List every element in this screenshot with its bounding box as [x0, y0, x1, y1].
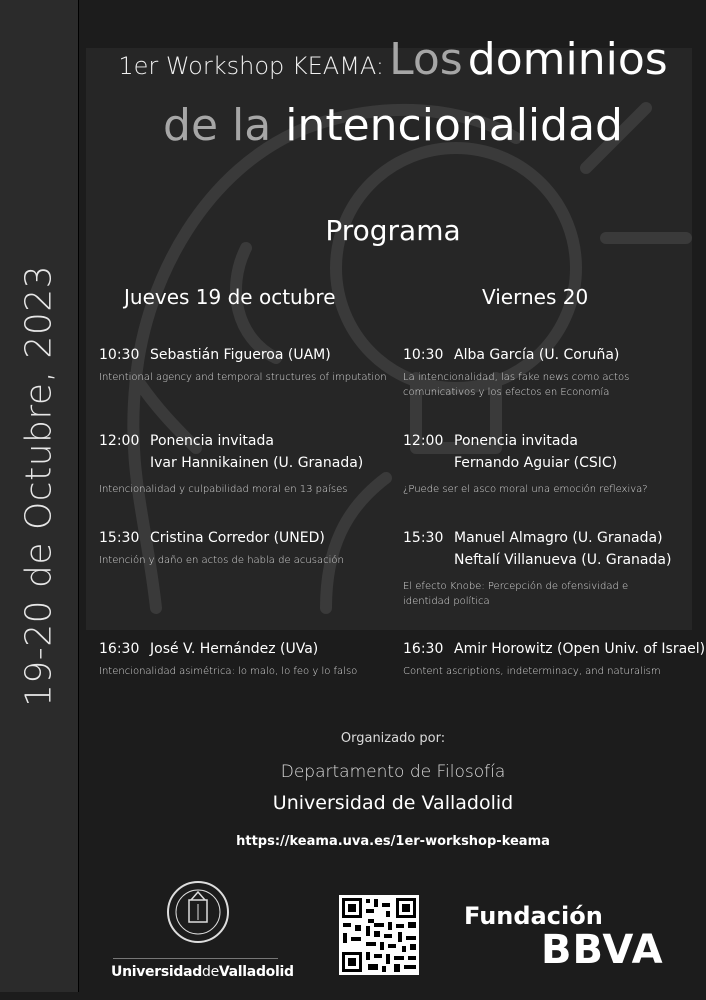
session-title: Intencionalidad asimétrica: lo malo, lo feo y lo falso [99, 666, 358, 677]
session-time: 10:30 [403, 347, 444, 363]
session-title: Intención y daño en actos de habla de acusación [99, 555, 344, 566]
title-los: Los [389, 34, 463, 85]
fundacion-label: Fundación [464, 902, 603, 930]
thursday-session-1 [99, 344, 399, 385]
title-prefix: 1er Workshop KEAMA: [118, 52, 384, 80]
title-line-2 [80, 100, 706, 151]
uva-wordmark-b: de [201, 964, 219, 980]
uva-wordmark [111, 964, 294, 980]
session-time: 10:30 [99, 347, 140, 363]
university-seal-icon [153, 880, 243, 944]
session-time: 16:30 [99, 641, 140, 657]
friday-session-1 [403, 344, 703, 400]
event-dates: 19-20 de Octubre, 2023 [18, 264, 60, 708]
organizer-department: Departamento de Filosofía [280, 762, 506, 782]
workshop-link[interactable]: https://keama.uva.es/1er-workshop-keama [236, 834, 550, 849]
thursday-session-2 [99, 430, 399, 497]
bbva-wordmark: BBVA [541, 927, 664, 973]
session-speaker: Cristina Corredor (UNED) [150, 530, 325, 546]
organizer-university: Universidad de Valladolid [272, 792, 514, 814]
session-time: 12:00 [403, 433, 444, 449]
uva-wordmark-c: Valladolid [218, 964, 294, 980]
logo-divider [113, 958, 278, 959]
session-speaker-2: Neftalí Villanueva (U. Granada) [454, 552, 672, 568]
title-de-la: de la [163, 100, 272, 151]
friday-heading: Viernes 20 [482, 285, 589, 309]
thursday-heading: Jueves 19 de octubre [124, 285, 336, 309]
session-speaker: Manuel Almagro (U. Granada) [454, 530, 663, 546]
thursday-session-4 [99, 638, 399, 679]
qr-code-icon[interactable] [339, 895, 419, 975]
session-speaker: Ponencia invitada [454, 433, 578, 449]
session-speaker-2: Ivar Hannikainen (U. Granada) [150, 455, 364, 471]
thursday-session-3 [99, 527, 399, 568]
friday-session-2 [403, 430, 703, 497]
organizer-label: Organizado por: [340, 731, 446, 746]
title-intencionalidad: intencionalidad [285, 100, 623, 151]
session-speaker: Amir Horowitz (Open Univ. of Israel) [454, 641, 706, 657]
sidebar [0, 0, 79, 992]
title-line-1 [80, 34, 706, 85]
session-title: Intencionalidad y culpabilidad moral en 13 países [99, 484, 348, 495]
session-title: El efecto Knobe: Percepción de ofensividad e identidad política [403, 581, 629, 607]
session-time: 16:30 [403, 641, 444, 657]
session-time: 15:30 [403, 530, 444, 546]
programa-heading: Programa [325, 214, 461, 247]
session-time: 15:30 [99, 530, 140, 546]
friday-session-4 [403, 638, 706, 679]
session-title: La intencionalidad, las fake news como actos comunicativos y los efectos en Economía [403, 372, 630, 398]
friday-session-3 [403, 527, 703, 609]
session-time: 12:00 [99, 433, 140, 449]
session-speaker: José V. Hernández (UVa) [150, 641, 319, 657]
session-title: Content ascriptions, indeterminacy, and naturalism [403, 666, 661, 677]
session-speaker: Ponencia invitada [150, 433, 274, 449]
session-speaker: Sebastián Figueroa (UAM) [150, 347, 331, 363]
session-title: ¿Puede ser el asco moral una emoción reflexiva? [403, 484, 648, 495]
session-speaker-2: Fernando Aguiar (CSIC) [454, 455, 618, 471]
uva-wordmark-a: Universidad [111, 964, 202, 980]
title-dominios: dominios [467, 34, 668, 85]
session-speaker: Alba García (U. Coruña) [454, 347, 620, 363]
session-title: Intentional agency and temporal structures of imputation [99, 372, 387, 383]
